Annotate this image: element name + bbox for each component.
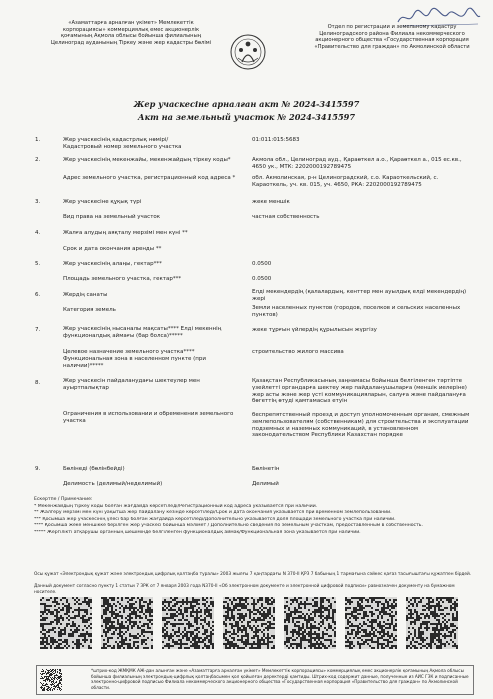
item-label-kz: Жер учаскесінің мекенжайы, мекенжайдың тіркеу коды* xyxy=(63,157,231,163)
note-line: ***** Жергілікті атқарушы органның шешімінде белгіленген функционалдық аймақ/Функциональная зона указывается при наличии. xyxy=(34,529,361,535)
item-label-kz: Бөлінеді (бөлінбейді) xyxy=(63,466,125,472)
item-label-ru: Площадь земельного участка, гектар*** xyxy=(63,276,182,282)
header-right-line: «Правительство для граждан» по Акмолинской области xyxy=(314,43,470,50)
item-value-ru: 0.0500 xyxy=(252,276,272,282)
note-line: ** Жалгеру мерзімі мен күні уақытша жер пайдалану кезінде көрсетіледі/Срок и дата окончания указывается при временном землепользовании. xyxy=(34,510,392,516)
item-value-kz: Акмола обл., Целиноград ауд., Қараөткел а.о., Қараөткел а., 015 ес.кв., 4650 ук., МТК: 2202000192789475 xyxy=(252,157,462,170)
item-value-kz: Қазақстан Республикасының заңнамасы бойынша белгіленген тәртіпте үзейлетті органдарға шектеу жер пайдаланушыларға (меншік иелеріне) жер асты және жер үсті коммуникацияларын, салуға және пайдалануға бөгеттің өтуді қамтамасыз етуін xyxy=(252,378,467,405)
document-title-kz: Жер учаскесіне арналған акт № 2024-3415597 xyxy=(133,99,360,109)
item-value-ru: беспрепятственный проезд и доступ уполномоченным органам, смежным землепользователям (собственникам) для строительства и эксплуатации подземных и наземных коммуникаций, в установленном законодательством Республики Казахстан порядке xyxy=(252,412,470,439)
item-label-kz: Жер учаскесіне құқық түрі xyxy=(63,199,142,205)
item-label-kz: Жалға алудың аяқталу мерзімі мен күні ** xyxy=(63,230,188,236)
item-value-kz: жеке меншік xyxy=(252,199,290,205)
item-label-kz: Жер учаскесінің алаңы, гектар*** xyxy=(63,261,162,267)
item-value-ru: Делимый xyxy=(252,481,279,487)
notes-section xyxy=(34,497,474,537)
legal-note-ru: Данный документ согласно пункту 1 статьи 7 ЗРК от 7 января 2003 года N370-II «Об электронном документе и электронной цифровой подписи» равнозначен документу на бумажном носителе. xyxy=(34,584,455,595)
item-label-kz: Жер учаскесінің нысаналы мақсаты**** Елді мекеннің функционалдық аймағы (бар болса)***** xyxy=(63,326,222,339)
header-left-org xyxy=(36,20,226,46)
barcode-icon xyxy=(284,597,336,649)
barcode-icon xyxy=(406,597,458,649)
item-number: 6. xyxy=(35,292,41,298)
document-title-ru: Акт на земельный участок № 2024-3415597 xyxy=(137,112,356,122)
item-label-ru: Адрес земельного участка, регистрационный код адреса * xyxy=(63,175,236,181)
header-right-line: Отдел по регистрации и земельному кадастру xyxy=(327,24,457,30)
item-number: 4. xyxy=(35,230,41,236)
corporation-emblem-icon xyxy=(228,32,268,72)
note-line: * Мекенжайдың тіркеу коды болған жағдайда көрсетіледі/Регистрационный код адреса указывается при наличии. xyxy=(34,503,318,509)
item-number: 2. xyxy=(35,157,41,163)
item-label-ru: Срок и дата окончания аренды ** xyxy=(63,246,162,252)
header-left-line: қоғамының Ақмола облысы бойынша филиалының xyxy=(60,33,202,40)
header-right-org xyxy=(292,24,492,50)
item-number: 7. xyxy=(35,327,41,333)
item-value-kz: Бөлінетін xyxy=(252,466,280,472)
item-label-ru: Ограничения в использовании и обременения земельного участка xyxy=(63,411,234,424)
item-label-kz: Жер учаскесін пайдаланудағы шектеулер мен ауыртпалықтар xyxy=(63,378,200,391)
item-value-ru: обл. Акмолинская, р-н Целиноградский, с.о. Караоткельский, с. Караоткель, уч. кв. 015, уч. 4650, РКА: 2202000192789475 xyxy=(252,175,439,188)
legal-note-kz: Осы құжат «Электрондық құжат және электрондық цифрлық қолтаңба туралы» 2003 жылғы 7 қаңтардағы N 370-II ҚРЗ 7 бабының 1 тармағына сәйкес қағаз тасығыштағы құжатпен бірдей. xyxy=(34,572,472,577)
item-label-ru: Вид права на земельный участок xyxy=(63,214,161,220)
item-number: 5. xyxy=(35,261,41,267)
barcode-row xyxy=(40,597,460,652)
qr-code-icon xyxy=(40,669,62,691)
item-label-ru: Целевое назначение земельного участка**** Функциональная зона в населенном пункте (при наличии)***** xyxy=(63,349,206,369)
item-value-ru: строительство жилого массива xyxy=(252,349,344,355)
item-label-kz: Жердің санаты xyxy=(63,292,108,298)
item-label-ru: Категория земель xyxy=(63,307,116,313)
notes-title: Ескертпе / Примечание: xyxy=(34,497,93,502)
barcode-icon xyxy=(223,597,275,649)
header-left-line: «Азаматтарға арналған үкімет» Мемлекеттік xyxy=(68,20,194,26)
item-value-kz: 0.0500 xyxy=(252,261,272,267)
note-line: *** Қосымша жер учаскесінің үлесі бар болған жағдайда көрсетіледі/Дополнительно указывается доля площади земельного участка при наличии. xyxy=(34,516,396,522)
barcode-icon xyxy=(345,597,397,649)
item-label-ru: Делимость (делимый/неделимый) xyxy=(63,481,163,487)
header-right-line: акционерного общества «Государственная корпорация xyxy=(315,37,469,44)
item-number: 1. xyxy=(35,137,41,143)
item-number: 8. xyxy=(35,380,41,386)
item-label-kz: Жер учаскесінің кадастрлық нөмірі/ xyxy=(63,137,169,143)
header-left-line: корпорациясы» коммерциялық емес акционерлік xyxy=(62,26,200,33)
barcode-note-text: *штрих-код ЖМҚМК АЖ-дан алынған және «Азаматтарға арналған үкімет» Мемлекеттік корпорациясы» коммерциялық емес акционерлік қоғамының Ақмола облысы бойынша филиалының электрондық-цифрлық қолтаңбасымен қол қойылған деректерді қамтиды. Штрих-код содержит данные, полученные из АИС ГЗК и подписанные электронно-цифровой подписью Филиала некоммерческого акционерного общества «Государственная корпорация «Правительство для граждан» по Акмолинской области. xyxy=(91,668,469,690)
header-left-line: Целиноград ауданының Тіркеу және жер кадастры бөлімі xyxy=(50,39,212,46)
item-value-kz: Елді мекендердің (қалалардың, кенттер мен ауылдық елді мекендердің) жері xyxy=(252,289,467,302)
item-number: 3. xyxy=(35,199,41,205)
item-value: 01:011:015:5683 xyxy=(252,137,300,143)
item-value-ru: частная собственность xyxy=(252,214,320,220)
barcode-icon xyxy=(162,597,214,649)
item-number: 9. xyxy=(35,466,41,472)
header-right-line: Целиноградского района Филиала некоммерческого xyxy=(319,30,465,37)
barcode-icon xyxy=(40,597,92,649)
barcode-note-box xyxy=(36,665,474,695)
item-value-kz: жеке тұрғын үйлердің құрылысын жүргізу xyxy=(252,327,377,333)
barcode-icon xyxy=(101,597,153,649)
item-label-ru: Кадастровый номер земельного участка xyxy=(63,144,182,150)
note-line: **** Қосымша жеке меншікке берілген жер учаскесі бойынша мәлімет / Дополнительно сведения по земельным участкам, предоставленным в собственность. xyxy=(34,523,423,529)
item-value-ru: Земли населенных пунктов (городов, поселков и сельских населенных пунктов) xyxy=(252,305,461,318)
